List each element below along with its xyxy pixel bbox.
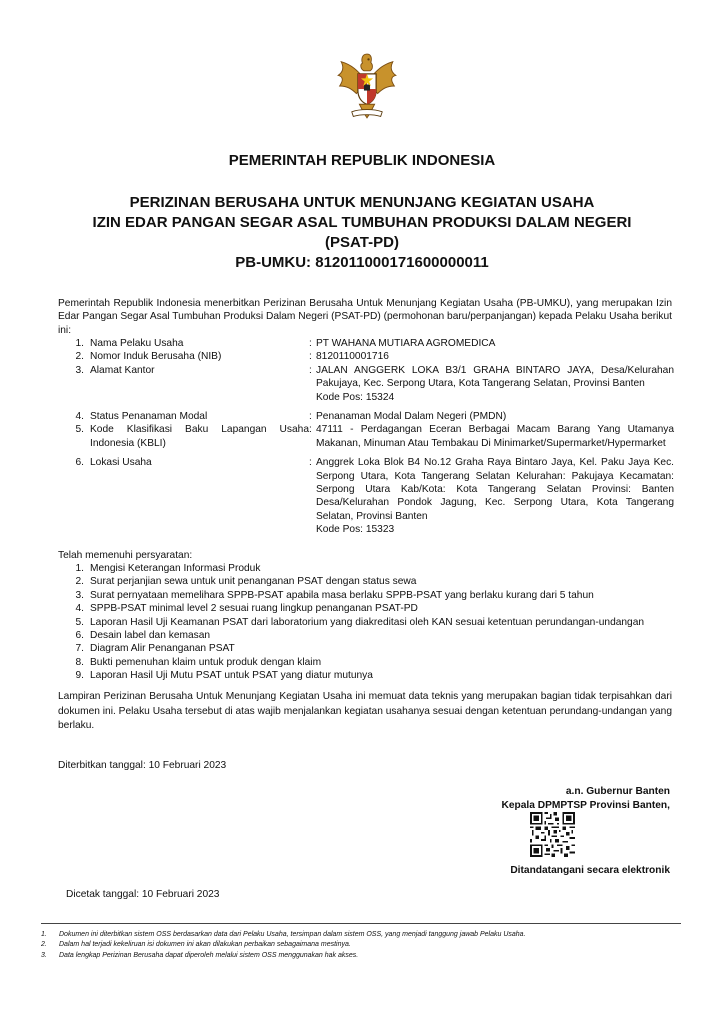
footnote-item (41, 951, 681, 961)
requirement-number: 3. (75, 589, 84, 601)
detail-row (58, 410, 674, 423)
permit-title-line-1: PERIZINAN BERUSAHA UNTUK MENUNJANG KEGIATAN USAHA (129, 194, 595, 211)
permit-title-line-2: IZIN EDAR PANGAN SEGAR ASAL TUMBUHAN PRODUKSI DALAM NEGERI (92, 214, 632, 231)
detail-colon: : (309, 424, 312, 436)
detail-number: 4. (75, 411, 84, 423)
detail-value: 8120110001716 (316, 351, 389, 363)
issued-date: Diterbitkan tanggal: 10 Februari 2023 (58, 760, 227, 771)
list-item (58, 562, 678, 575)
detail-colon: : (309, 351, 312, 363)
requirement-text: Laporan Hasil Uji Keamanan PSAT dari laboratorium yang diakreditasi oleh KAN sesuai ketentuan perundangan-undangan (90, 616, 645, 628)
list-item (58, 575, 678, 588)
postal-code: Kode Pos: 15323 (316, 524, 395, 536)
requirement-text: Desain label dan kemasan (90, 630, 211, 642)
detail-value-block (316, 456, 674, 536)
footnote-item (41, 940, 681, 950)
government-title: PEMERINTAH REPUBLIK INDONESIA (228, 152, 496, 169)
requirement-number: 5. (75, 616, 84, 628)
detail-label: Lokasi Usaha (90, 457, 152, 469)
detail-value: JALAN ANGGERK LOKA B3/1 GRAHA BINTARO JAYA, Desa/Kelurahan Pakujaya, Kec. Serpong Utara, Kota Tangerang Selatan, Provinsi Banten (316, 364, 674, 390)
footnote-text: Dokumen ini diterbitkan sistem OSS berdasarkan data dari Pelaku Usaha, tersimpan dalam sistem OSS, yang menjadi tanggung jawab Pelaku Usaha. (59, 931, 526, 938)
signatory-on-behalf: a.n. Gubernur Banten (565, 786, 670, 797)
list-item (58, 589, 678, 602)
appendix-paragraph: Lampiran Perizinan Berusaha Untuk Menunjang Kegiatan Usaha ini memuat data teknis yang merupakan bagian tidak terpisahkan dari dokumen ini. Pelaku Usaha tersebut di atas wajib menjalankan kegiatan usahanya sesuai dengan ketentuan perundang-undangan yang berlaku. (58, 691, 672, 731)
list-item (58, 656, 678, 669)
list-item (58, 642, 678, 655)
detail-label-block (90, 423, 309, 450)
footnote-number: 3. (41, 951, 47, 959)
permit-title-block (40, 193, 684, 273)
footnote-number: 2. (41, 941, 47, 949)
footnote-item (41, 930, 681, 940)
list-item (58, 629, 678, 642)
detail-row (58, 364, 674, 404)
list-item (58, 602, 678, 615)
requirement-text: Surat pernyataan memelihara SPPB-PSAT apabila masa berlaku SPPB-PSAT yang berlaku kurang dari 5 tahun (90, 589, 594, 601)
footnotes (41, 923, 681, 961)
detail-number: 2. (75, 351, 84, 363)
footnote-number: 1. (41, 931, 47, 938)
requirement-number: 8. (75, 656, 84, 668)
requirement-number: 9. (75, 670, 84, 682)
detail-colon: : (309, 338, 312, 349)
postal-code: Kode Pos: 15324 (316, 391, 395, 403)
requirement-number: 6. (75, 630, 84, 642)
requirement-text: Bukti pemenuhan klaim untuk produk dengan klaim (90, 656, 322, 668)
list-item (58, 669, 678, 682)
requirements-list (58, 562, 678, 683)
requirement-text: Mengisi Keterangan Informasi Produk (90, 563, 261, 574)
intro-paragraph: Pemerintah Republik Indonesia menerbitkan Perizinan Berusaha Untuk Menunjang Kegiatan Usaha (PB-UMKU), yang merupakan Izin Edar Pangan Segar Asal Tumbuhan Produksi Dalam Negeri (PSAT-PD) (permohonan baru/perpanjangan) kepada Pelaku Usaha berikut ini: (58, 298, 672, 336)
footnote-text: Data lengkap Perizinan Berusaha dapat diperoleh melalui sistem OSS menggunakan hak akses. (59, 951, 359, 959)
detail-row (58, 423, 674, 450)
detail-number: 6. (75, 457, 84, 469)
detail-value: Anggrek Loka Blok B4 No.12 Graha Raya Bintaro Jaya, Kel. Paku Jaya Kec. Serpong Utara, Kota Tangerang Selatan Kelurahan: Pakujaya Kecamatan: Serpong Utara Kab/Kota: Kota Tangerang Selatan Provinsi: Banten Desa/Kelurahan Pondok Jagung, Kec. Serpong Utara, Kota Tangerang Selatan, Provinsi Banten (316, 457, 674, 522)
requirement-number: 7. (75, 643, 84, 655)
detail-number: 3. (75, 364, 84, 376)
detail-number: 5. (75, 424, 84, 436)
requirement-number: 4. (75, 603, 84, 615)
detail-colon: : (309, 364, 312, 376)
requirement-number: 1. (75, 563, 84, 574)
detail-value: Penanaman Modal Dalam Negeri (PMDN) (316, 411, 507, 423)
detail-row (58, 456, 674, 536)
requirement-text: Laporan Hasil Uji Mutu PSAT untuk PSAT yang diatur mutunya (90, 670, 373, 682)
electronic-signature-note: Ditandatangani secara elektronik (510, 865, 670, 876)
permit-title-line-3: (PSAT-PD) (325, 234, 399, 251)
detail-label: Alamat Kantor (90, 364, 155, 376)
detail-value: 47111 - Perdagangan Eceran Berbagai Macam Barang Yang Utamanya Makanan, Minuman Atau Tembakau Di Minimarket/Supermarket/Hypermarket (316, 424, 674, 449)
requirement-text: SPPB-PSAT minimal level 2 sesuai ruang lingkup penanganan PSAT-PD (90, 603, 418, 615)
detail-row (58, 350, 674, 363)
detail-label: Status Penanaman Modal (90, 411, 208, 423)
signatory-title: Kepala DPMPTSP Provinsi Banten, (501, 799, 670, 811)
detail-value-block (316, 364, 674, 404)
detail-label: Nomor Induk Berusaha (NIB) (90, 351, 222, 363)
business-details (58, 337, 674, 537)
printed-date: Dicetak tanggal: 10 Februari 2023 (66, 889, 220, 900)
list-item (58, 616, 678, 629)
requirement-text: Surat perjanjian sewa untuk unit penanganan PSAT dengan status sewa (90, 576, 417, 588)
garuda-emblem-icon (329, 48, 405, 124)
detail-label: Nama Pelaku Usaha (90, 338, 184, 349)
requirement-number: 2. (75, 576, 84, 588)
qr-code-icon (530, 812, 575, 857)
detail-value: PT WAHANA MUTIARA AGROMEDICA (316, 338, 496, 349)
requirements-title: Telah memenuhi persyaratan: (58, 550, 193, 561)
permit-number: PB-UMKU: 812011000171600000011 (235, 254, 489, 271)
requirement-text: Diagram Alir Penanganan PSAT (90, 643, 235, 655)
detail-row (58, 337, 674, 350)
footnote-text: Dalam hal terjadi kekeliruan isi dokumen ini akan dilakukan perbaikan sebagaimana mestinya. (59, 941, 351, 949)
detail-colon: : (309, 457, 312, 469)
detail-colon: : (309, 411, 312, 423)
detail-number: 1. (75, 338, 84, 349)
signature-block (501, 785, 670, 812)
detail-label-continued: Indonesia (KBLI) (90, 437, 166, 449)
detail-label: Kode Klasifikasi Baku Lapangan Usaha (90, 424, 309, 436)
